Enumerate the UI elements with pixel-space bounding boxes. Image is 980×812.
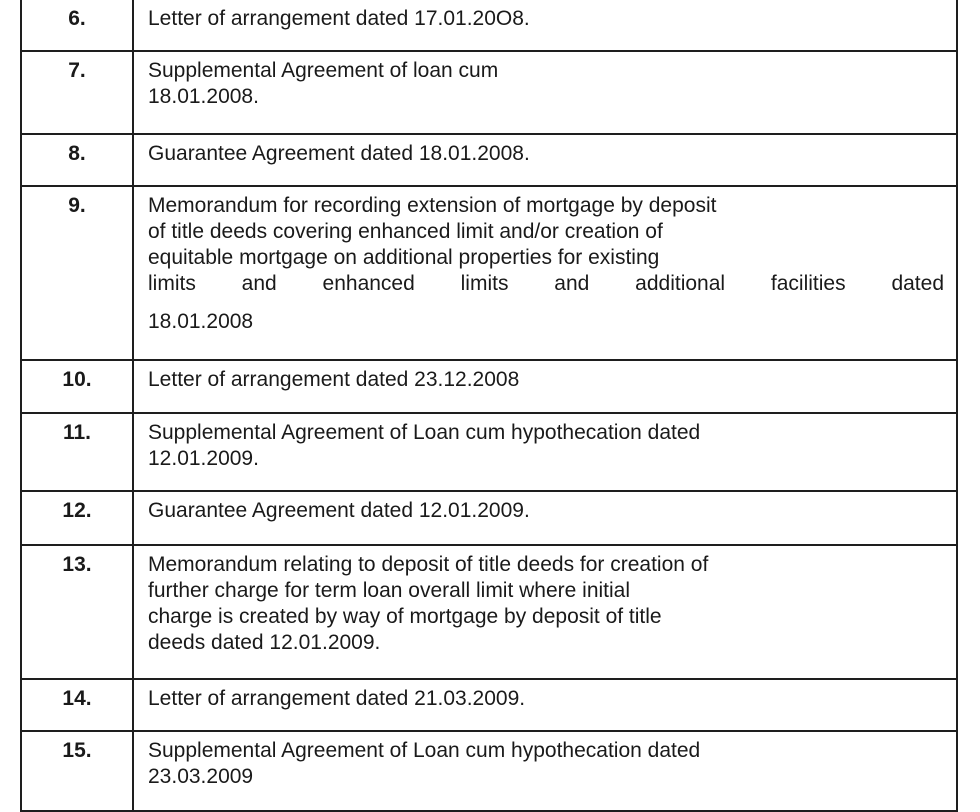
row-number: 13.: [21, 545, 133, 679]
row-description: [133, 679, 957, 731]
row-number: 9.: [21, 186, 133, 360]
description-line: charge is created by way of mortgage by deposit of title: [148, 605, 662, 628]
description-line: Supplemental Agreement of Loan cum hypothecation dated: [148, 739, 701, 762]
description-line: Guarantee Agreement dated 12.01.2009.: [148, 499, 530, 522]
row-number: 7.: [21, 51, 133, 134]
documents-table: [20, 0, 958, 812]
description-line: 23.03.2009: [148, 765, 254, 788]
description-line: Memorandum relating to deposit of title deeds for creation of: [148, 553, 709, 576]
row-description: [133, 186, 957, 360]
row-description: [133, 51, 957, 134]
row-number: 14.: [21, 679, 133, 731]
description-line: equitable mortgage on additional properties for existing: [148, 246, 660, 269]
row-number: 8.: [21, 134, 133, 186]
row-description: [133, 413, 957, 491]
description-line: Letter of arrangement dated 17.01.20O8.: [148, 7, 530, 30]
description-line: Letter of arrangement dated 23.12.2008: [148, 368, 520, 391]
row-description: [133, 134, 957, 186]
description-line: further charge for term loan overall limit where initial: [148, 579, 631, 602]
row-number: 12.: [21, 491, 133, 545]
table-row: [21, 413, 957, 491]
row-description: [133, 491, 957, 545]
table-row: [21, 186, 957, 360]
description-line: Letter of arrangement dated 21.03.2009.: [148, 687, 526, 710]
table-row: [21, 491, 957, 545]
table-row: [21, 679, 957, 731]
row-description: [133, 0, 957, 51]
description-line: Memorandum for recording extension of mortgage by deposit: [148, 194, 717, 217]
description-line: 18.01.2008.: [148, 85, 259, 108]
description-line: limits and enhanced limits and additional facilities dated: [148, 272, 944, 295]
description-line: of title deeds covering enhanced limit and/or creation of: [148, 220, 663, 243]
row-description: [133, 545, 957, 679]
description-line: 12.01.2009.: [148, 447, 259, 470]
table-row: [21, 360, 957, 413]
description-line: Supplemental Agreement of loan cum: [148, 59, 499, 82]
row-number: 15.: [21, 731, 133, 811]
row-number: 6.: [21, 0, 133, 51]
description-line: Supplemental Agreement of Loan cum hypothecation dated: [148, 421, 701, 444]
table-row: [21, 51, 957, 134]
row-description: [133, 360, 957, 413]
row-description: [133, 731, 957, 811]
description-line: 18.01.2008: [148, 310, 254, 333]
description-line: deeds dated 12.01.2009.: [148, 631, 381, 654]
table-row: [21, 545, 957, 679]
row-number: 11.: [21, 413, 133, 491]
table-row: [21, 731, 957, 811]
table-row: [21, 134, 957, 186]
row-number: 10.: [21, 360, 133, 413]
table-row: [21, 0, 957, 51]
description-line: Guarantee Agreement dated 18.01.2008.: [148, 142, 530, 165]
